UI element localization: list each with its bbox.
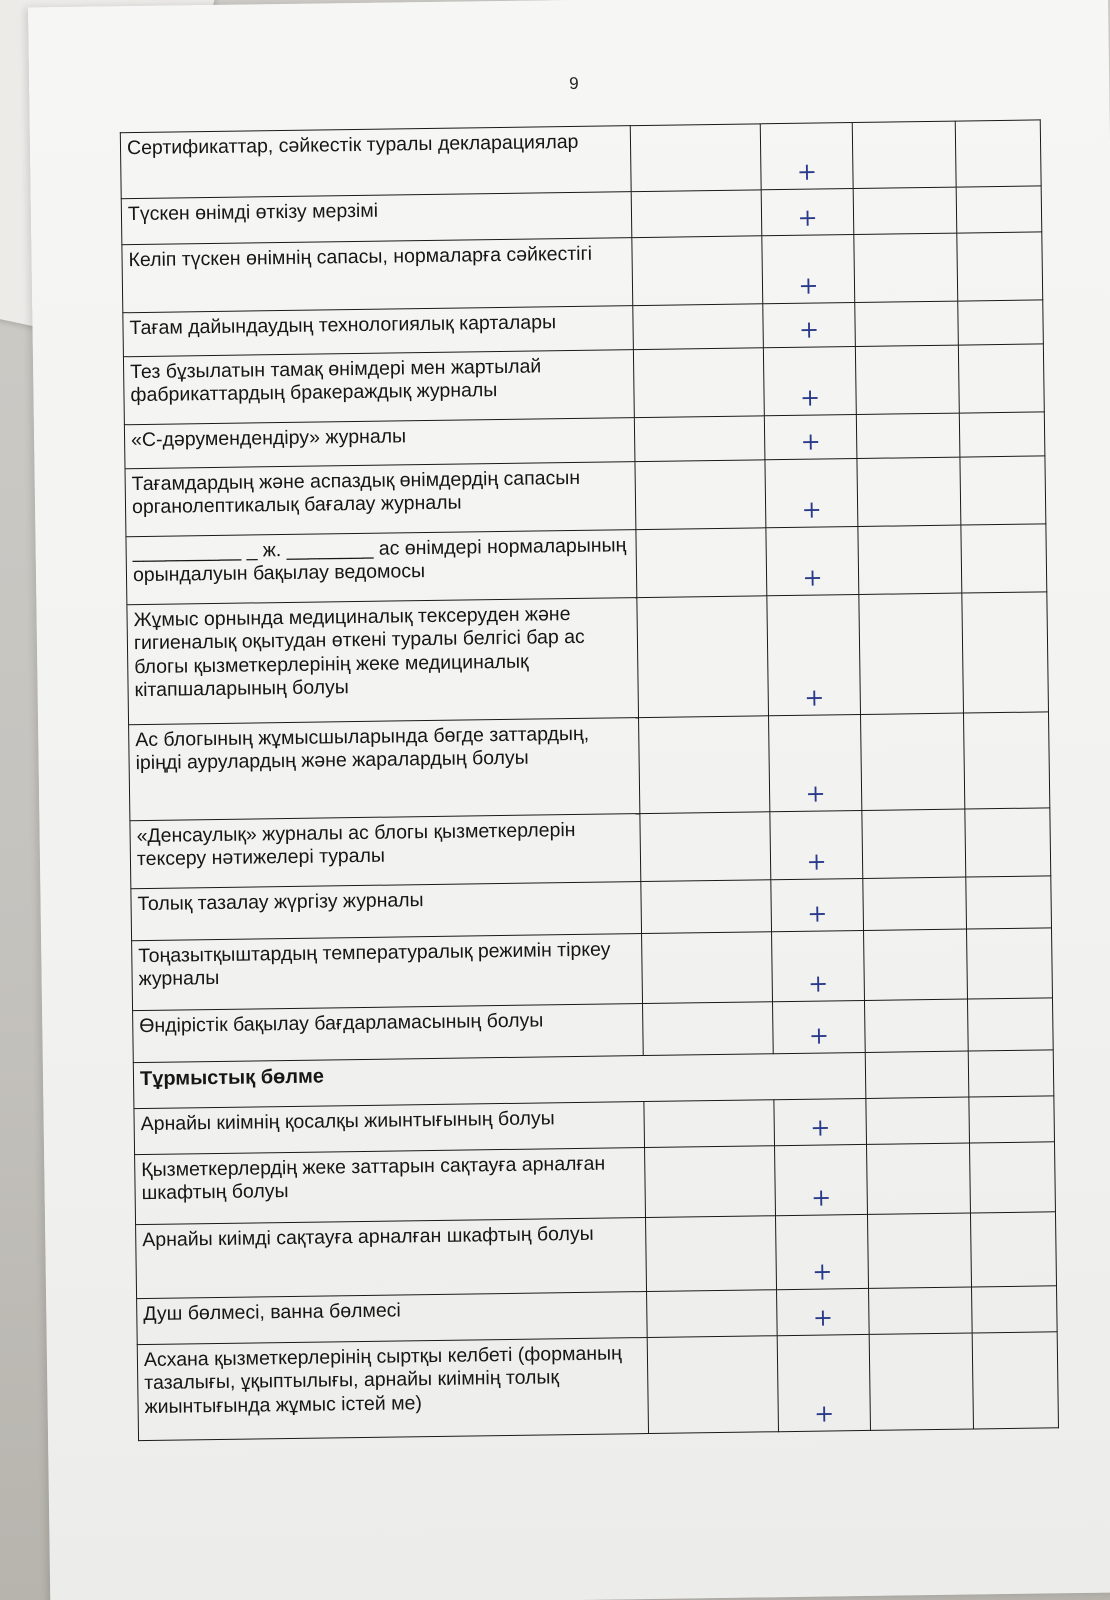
empty-cell <box>637 596 769 718</box>
check-mark: + <box>775 1144 868 1215</box>
table-row <box>122 232 1043 313</box>
check-mark: + <box>777 1334 870 1431</box>
table-row <box>126 524 1047 605</box>
empty-cell <box>967 998 1053 1051</box>
empty-cell <box>969 1096 1055 1143</box>
row-label: Толық тазалау жүргізу журналы <box>131 882 642 941</box>
row-label: «С-дәрумендендіру» журналы <box>124 418 635 469</box>
empty-cell <box>955 120 1041 187</box>
check-mark: + <box>763 303 856 348</box>
empty-cell <box>641 880 772 934</box>
row-label: Өндірістік бақылау бағдарламасының болуы <box>133 1004 644 1063</box>
empty-cell <box>857 457 961 526</box>
empty-cell <box>969 1142 1055 1213</box>
check-mark: + <box>774 1098 867 1145</box>
row-label: Сертификаттар, сәйкестік туралы декларациялар <box>120 126 631 199</box>
empty-cell <box>863 877 967 930</box>
empty-cell <box>959 412 1045 457</box>
empty-cell <box>972 1286 1058 1333</box>
empty-cell <box>958 300 1044 345</box>
table-row <box>135 1142 1056 1225</box>
row-label: Ас блогының жұмысшыларында бөгде заттардың, іріңді аурулардың және жаралардың болуы <box>129 718 640 821</box>
check-mark: + <box>764 415 857 460</box>
table-row <box>123 344 1044 425</box>
empty-cell <box>633 348 764 418</box>
document-page <box>28 0 1110 1600</box>
check-mark: + <box>763 347 856 416</box>
row-label: Қызметкерлердің жеке заттарын сақтауға арналған шкафтың болуы <box>135 1148 646 1225</box>
empty-cell <box>867 1143 971 1214</box>
row-label: Тоңазытқыштардың температуралық режимін тіркеу журналы <box>132 934 643 1011</box>
empty-cell <box>864 929 968 1000</box>
empty-cell <box>635 460 766 530</box>
row-label: __________ _ ж. ________ ас өнімдері нормаларының орындалуын бақылау ведомосы <box>126 530 637 605</box>
empty-cell <box>643 1002 774 1056</box>
check-mark: + <box>761 189 854 236</box>
empty-cell <box>861 713 965 810</box>
empty-cell <box>866 1097 970 1144</box>
empty-cell <box>966 876 1052 929</box>
table-row <box>136 1212 1057 1299</box>
check-mark: + <box>773 1000 866 1053</box>
table-row <box>127 592 1049 725</box>
empty-cell <box>647 1336 778 1434</box>
row-label: Душ бөлмесі, ванна бөлмесі <box>137 1292 648 1345</box>
empty-cell <box>636 528 767 598</box>
empty-cell <box>859 593 964 714</box>
check-mark: + <box>767 594 861 715</box>
check-mark: + <box>772 930 865 1001</box>
row-label: Тез бұзылатын тамақ өнімдері мен жартылай фабрикаттардың бракераждық журналы <box>123 350 634 425</box>
empty-cell <box>631 190 762 238</box>
empty-cell <box>862 809 966 878</box>
empty-cell <box>972 1332 1058 1429</box>
table-row <box>137 1332 1058 1441</box>
row-label: Келіп түскен өнімнің сапасы, нормаларға сәйкестігі <box>122 238 633 313</box>
empty-cell <box>869 1333 973 1430</box>
empty-cell <box>961 524 1047 593</box>
check-mark: + <box>771 878 864 931</box>
check-mark: + <box>765 459 858 528</box>
empty-cell <box>965 808 1051 877</box>
empty-cell <box>962 592 1049 713</box>
check-mark: + <box>762 235 855 304</box>
empty-cell <box>633 304 764 350</box>
empty-cell <box>852 121 956 188</box>
empty-cell <box>867 1213 971 1288</box>
empty-cell <box>970 1212 1056 1287</box>
empty-cell <box>865 1051 969 1098</box>
empty-cell <box>968 1050 1054 1097</box>
empty-cell <box>639 716 770 814</box>
empty-cell <box>967 928 1053 999</box>
check-mark: + <box>766 527 859 596</box>
table-row <box>129 712 1050 821</box>
row-label: Асхана қызметкерлерінің сыртқы келбеті (форманың тазалығы, ұқыптылығы, арнайы киімнің толық жиынтығында жұмыс істей ме) <box>137 1338 648 1441</box>
check-mark: + <box>769 714 862 811</box>
empty-cell <box>640 812 771 882</box>
empty-cell <box>958 344 1044 413</box>
empty-cell <box>642 932 773 1004</box>
empty-cell <box>630 124 761 192</box>
empty-cell <box>855 301 959 346</box>
empty-cell <box>645 1146 776 1218</box>
check-mark: + <box>775 1214 868 1289</box>
row-label: Тағамдардың және аспаздық өнімдердің сапасын органолептикалық бағалау журналы <box>125 462 636 537</box>
empty-cell <box>855 345 959 414</box>
row-label: Түскен өнімді өткізу мерзімі <box>121 192 632 245</box>
empty-cell <box>647 1290 778 1338</box>
empty-cell <box>632 236 763 306</box>
row-label: Арнайы киімнің қосалқы жиынтығының болуы <box>134 1102 645 1155</box>
row-label: Арнайы киімді сақтауға арналған шкафтың болуы <box>136 1218 647 1299</box>
table-row <box>125 456 1046 537</box>
empty-cell <box>858 525 962 594</box>
checklist-table <box>120 119 1059 1441</box>
row-label: «Денсаулық» журналы ас блогы қызметкерлерін тексеру нәтижелері туралы <box>130 814 641 889</box>
check-mark: + <box>777 1288 870 1335</box>
empty-cell <box>960 456 1046 525</box>
empty-cell <box>854 233 958 302</box>
empty-cell <box>869 1287 973 1334</box>
empty-cell <box>853 187 957 234</box>
table-row <box>130 808 1051 889</box>
page-number: 9 <box>569 73 579 93</box>
check-mark: + <box>760 123 853 190</box>
section-title: Тұрмыстық бөлме <box>133 1052 866 1108</box>
table-row <box>132 928 1053 1011</box>
empty-cell <box>634 416 765 462</box>
empty-cell <box>644 1100 775 1148</box>
empty-cell <box>963 712 1049 809</box>
empty-cell <box>646 1216 777 1292</box>
empty-cell <box>957 232 1043 301</box>
empty-cell <box>956 186 1042 233</box>
empty-cell <box>864 999 968 1052</box>
empty-cell <box>856 413 960 458</box>
check-mark: + <box>770 810 863 879</box>
row-label: Тағам дайындаудың технологиялық карталары <box>123 306 634 357</box>
row-label: Жұмыс орнында медициналық тексеруден және гигиеналық оқытудан өткені туралы белгісі бар ас блогы қызметкерлерінің жеке медициналық кітапшаларының болуы <box>127 598 639 725</box>
